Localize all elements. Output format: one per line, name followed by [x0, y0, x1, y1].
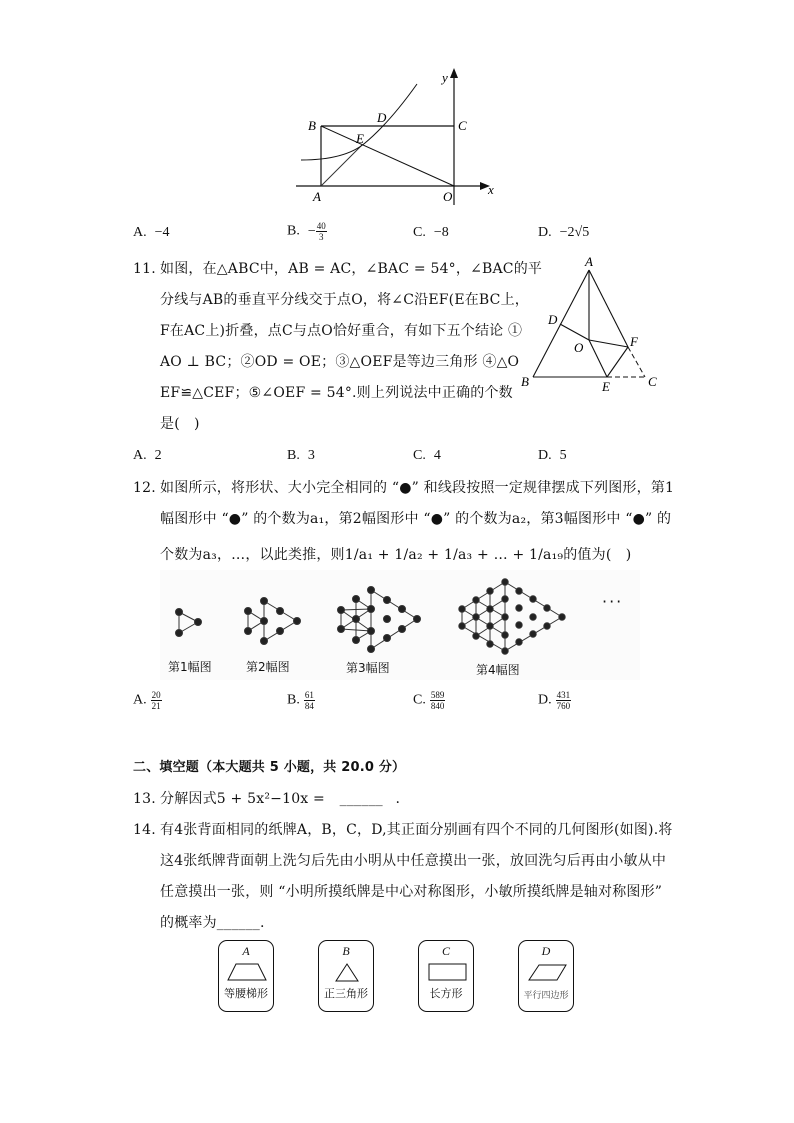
option-sign: − [307, 223, 316, 239]
section-title: 二、填空题（本大题共 5 小题，共 20.0 分） [133, 760, 406, 775]
rectangle-icon [419, 961, 475, 985]
option-value: 4 [433, 448, 441, 463]
option-fraction: $\frac{61}{84}$ [304, 690, 314, 711]
card-letter: B [342, 944, 350, 958]
q13-question [160, 789, 400, 809]
card-letter: C [441, 944, 450, 958]
q13-number: 13. [133, 791, 156, 807]
q10-coordinate-diagram [290, 60, 510, 210]
svg-text:B: B [308, 118, 316, 133]
option-fraction: $\frac{40}{3}$ [316, 221, 326, 242]
svg-text:D: D [548, 312, 558, 327]
svg-text:O: O [574, 340, 584, 355]
card-caption: 平行四边形 [523, 991, 569, 1001]
option-fraction: $\frac{20}{21}$ [151, 690, 161, 711]
q11-option-b[interactable] [287, 446, 315, 466]
option-value: 2 [154, 448, 162, 463]
parallelogram-icon [519, 961, 575, 985]
q12-option-a[interactable] [133, 690, 162, 711]
q11-text-line-6: 是( ) [160, 416, 200, 432]
q12-number: 12. [133, 480, 156, 496]
q11-option-c[interactable] [413, 446, 441, 466]
figure-caption-1: 第1幅图 [168, 660, 212, 674]
svg-text:y: y [442, 70, 448, 85]
option-letter: B. [287, 692, 300, 708]
q12-text-line-3: 个数为a₃，…，以此类推，则1/a₁ + 1/a₂ + 1/a₃ + … + 1/a₁₉的值为( ) [160, 547, 632, 563]
figure-ellipsis: ··· [602, 592, 624, 611]
q13-text: 分解因式5 + 5x²−10x = [160, 791, 325, 807]
option-value: −4 [154, 225, 170, 240]
q11-figure [510, 250, 680, 400]
q11-text-line-3: F在AC上)折叠，点C与点O恰好重合，有如下五个结论 ① [160, 323, 523, 339]
q10-option-d[interactable] [538, 223, 589, 243]
q11-triangle-diagram [510, 250, 680, 400]
q10-option-b[interactable] [287, 221, 327, 242]
card-a-isosceles-trapezoid [218, 940, 274, 1012]
q11-option-a[interactable] [133, 446, 162, 466]
figure-caption-3: 第3幅图 [346, 661, 390, 675]
q13-end: . [395, 791, 401, 807]
card-letter: D [541, 944, 551, 958]
q12-text-line-1: 如图所示，将形状、大小完全相同的 “●” 和线段按照一定规律摆成下列图形，第1 [160, 480, 675, 496]
q12-option-c[interactable] [413, 690, 445, 711]
figure-caption-4: 第4幅图 [476, 663, 520, 677]
svg-text:C: C [458, 118, 467, 133]
q10-option-c[interactable] [413, 223, 449, 243]
svg-text:D: D [377, 110, 387, 125]
q10-figure [290, 60, 510, 210]
option-value: 5 [559, 448, 567, 463]
figure-caption-2: 第2幅图 [246, 660, 290, 674]
q14-number: 14. [133, 822, 156, 838]
card-letter: A [242, 944, 250, 958]
q11-text-line-4: AO ⊥ BC；②OD = OE；③△OEF是等边三角形 ④△O [160, 354, 520, 370]
svg-text:E: E [356, 131, 364, 146]
card-c-rectangle [418, 940, 474, 1012]
option-value: −2√5 [559, 225, 590, 240]
svg-text:C: C [648, 374, 657, 389]
option-letter: C. [413, 225, 426, 240]
q14-text-line-2: 这4张纸牌背面朝上洗匀后先由小明从中任意摸出一张，放回洗匀后再由小敏从中 [160, 853, 667, 869]
option-letter: B. [287, 223, 300, 239]
option-fraction: $\frac{589}{840}$ [430, 690, 445, 711]
q14-text-line-4[interactable]: 的概率为______. [160, 915, 265, 931]
q10-option-a[interactable] [133, 223, 170, 243]
option-value: 3 [307, 448, 315, 463]
option-letter: A. [133, 225, 147, 240]
q12-option-b[interactable] [287, 690, 315, 711]
option-letter: D. [538, 448, 552, 463]
q11-number: 11. [133, 261, 156, 277]
trapezoid-icon [219, 961, 275, 985]
option-letter: C. [413, 448, 426, 463]
q12-option-d[interactable] [538, 690, 571, 711]
q13-answer-blank[interactable]: ______ [339, 791, 383, 807]
q14-text-line-3: 任意摸出一张，则 “小明所摸纸牌是中心对称图形，小敏所摸纸牌是轴对称图形” [160, 884, 663, 900]
svg-text:B: B [521, 374, 529, 389]
q12-text-line-2: 幅图形中 “●” 的个数为a₁，第2幅图形中 “●” 的个数为a₂，第3幅图形中 “●” 的 [160, 511, 672, 527]
svg-text:A: A [585, 254, 593, 269]
q11-text-line-1: 如图，在△ABC中，AB = AC，∠BAC = 54°，∠BAC的平 [160, 261, 543, 277]
option-letter: A. [133, 692, 147, 708]
q12-figure [160, 570, 640, 680]
svg-text:O: O [443, 189, 453, 204]
card-b-equilateral-triangle [318, 940, 374, 1012]
q11-text-line-2: 分线与AB的垂直平分线交于点O，将∠C沿EF(E在BC上， [160, 292, 529, 308]
q14-text-line-1: 有4张背面相同的纸牌A，B，C，D,其正面分别画有四个不同的几何图形(如图).将 [160, 822, 673, 838]
card-d-parallelogram [518, 940, 574, 1012]
svg-text:E: E [602, 379, 610, 394]
card-caption: 正三角形 [324, 987, 368, 1000]
triangle-icon [319, 961, 375, 985]
option-letter: D. [538, 225, 552, 240]
option-letter: D. [538, 692, 552, 708]
svg-text:A: A [313, 189, 321, 204]
option-letter: C. [413, 692, 426, 708]
svg-text:F: F [630, 334, 638, 349]
q11-text-line-5: EF≌△CEF；⑤∠OEF = 54°.则上列说法中正确的个数 [160, 385, 513, 401]
q12-dot-patterns [160, 570, 640, 680]
svg-text:x: x [488, 182, 494, 197]
q11-option-d[interactable] [538, 446, 567, 466]
option-fraction: $\frac{431}{760}$ [556, 690, 571, 711]
card-caption: 等腰梯形 [224, 987, 268, 1000]
option-value: −8 [433, 225, 449, 240]
card-caption: 长方形 [429, 987, 463, 1000]
option-letter: A. [133, 448, 147, 463]
option-letter: B. [287, 448, 300, 463]
